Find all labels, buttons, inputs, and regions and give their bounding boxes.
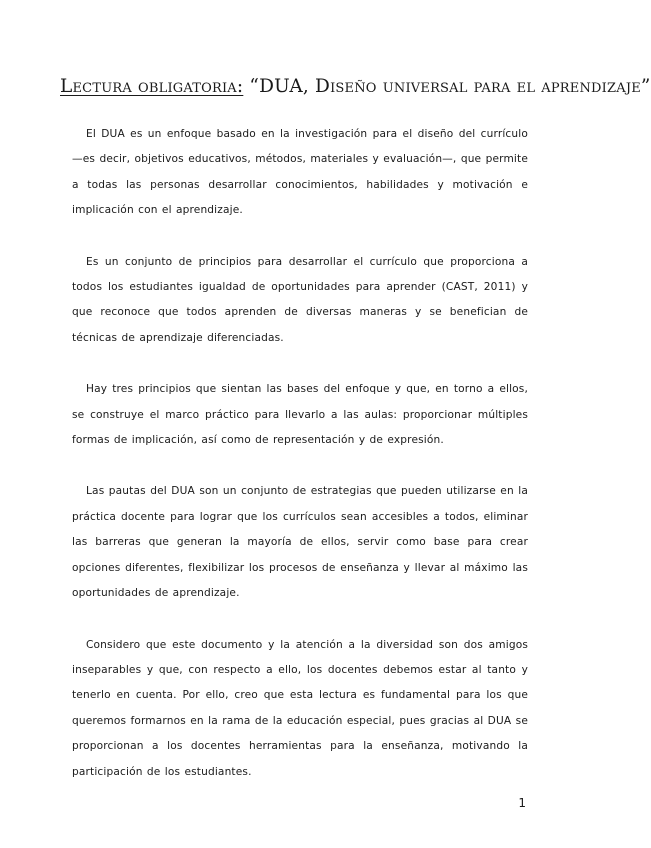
paragraph-2: Es un conjunto de principios para desarrollar el currículo que proporciona a todos los estudiantes igualdad de oportunidades para aprender (CAST, 2011) y que reconoce que todos aprenden de diversas maneras y se benefician de técnicas de aprendizaje diferenciadas. (72, 255, 528, 344)
title-lead: Lectura obligatoria: (60, 76, 244, 97)
paragraph-3: Hay tres principios que sientan las bases del enfoque y que, en torno a ellos, se construye el marco práctico para llevarlo a las aulas: proporcionar múltiples formas de implicación, así como de representación y de expresión. (72, 383, 528, 447)
paragraph-4: Las pautas del DUA son un conjunto de estrategias que pueden utilizarse en la práctica docente para lograr que los currículos sean accesibles a todos, eliminar las barreras que generan la mayoría de ellos, servir como base para crear opciones diferentes, flexibilizar los procesos de enseñanza y llevar al máximo las oportunidades de aprendizaje. (72, 485, 528, 600)
title-rest: “DUA, Diseño universal para el aprendizaje” (243, 76, 651, 97)
page-title (60, 74, 651, 100)
body-text (72, 122, 528, 811)
paragraph-5: Considero que este documento y la atención a la diversidad son dos amigos inseparables y que, con respecto a ello, los docentes debemos estar al tanto y tenerlo en cuenta. Por ello, creo que esta lectura es fundamental para los que queremos formarnos en la rama de la educación especial, pues gracias al DUA se proporcionan a los docentes herramientas para la enseñanza, motivando la participación de los estudiantes. (72, 638, 528, 778)
paragraph-1: El DUA es un enfoque basado en la investigación para el diseño del currículo —es decir, objetivos educativos, métodos, materiales y evaluación—, que permite a todas las personas desarrollar conocimientos, habilidades y motivación e implicación con el aprendizaje. (72, 128, 528, 217)
page-number: 1 (518, 796, 526, 810)
